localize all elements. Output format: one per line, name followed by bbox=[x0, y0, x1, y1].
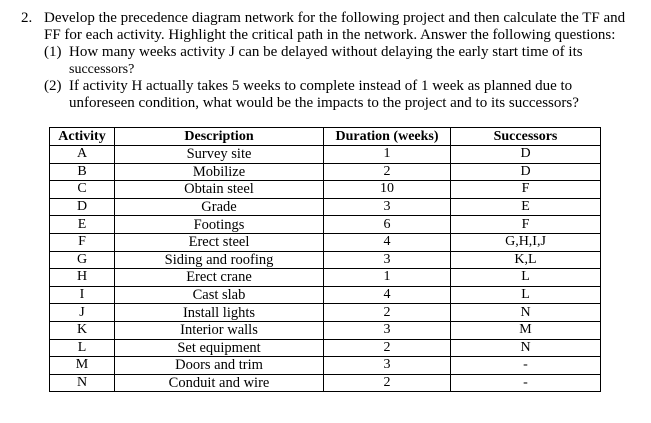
cell-activity: K bbox=[50, 321, 115, 339]
cell-activity: G bbox=[50, 251, 115, 269]
cell-duration: 3 bbox=[324, 198, 451, 216]
table-row bbox=[50, 216, 601, 234]
cell-activity: F bbox=[50, 233, 115, 251]
table-row bbox=[50, 321, 601, 339]
subquestion-1-label: (1) bbox=[44, 44, 62, 60]
cell-description: Siding and roofing bbox=[115, 251, 324, 269]
table-row bbox=[50, 146, 601, 164]
table-row bbox=[50, 163, 601, 181]
cell-description: Footings bbox=[115, 216, 324, 234]
cell-activity: L bbox=[50, 339, 115, 357]
cell-duration: 10 bbox=[324, 181, 451, 199]
cell-duration: 4 bbox=[324, 286, 451, 304]
table-row bbox=[50, 374, 601, 392]
header-description: Description bbox=[115, 128, 324, 146]
cell-description: Erect steel bbox=[115, 233, 324, 251]
header-successors: Successors bbox=[451, 128, 601, 146]
cell-description: Set equipment bbox=[115, 339, 324, 357]
cell-successors: F bbox=[451, 216, 601, 234]
cell-duration: 6 bbox=[324, 216, 451, 234]
cell-successors: - bbox=[451, 374, 601, 392]
subquestion-2-line-2: unforeseen condition, what would be the impacts to the project and to its successors? bbox=[69, 95, 579, 111]
table-row bbox=[50, 233, 601, 251]
header-duration: Duration (weeks) bbox=[324, 128, 451, 146]
subquestion-1-line-1: How many weeks activity J can be delayed without delaying the early start time of its bbox=[69, 44, 583, 60]
header-activity: Activity bbox=[50, 128, 115, 146]
table-row bbox=[50, 286, 601, 304]
cell-duration: 4 bbox=[324, 233, 451, 251]
cell-duration: 1 bbox=[324, 269, 451, 287]
cell-duration: 3 bbox=[324, 321, 451, 339]
cell-activity: N bbox=[50, 374, 115, 392]
cell-description: Doors and trim bbox=[115, 357, 324, 375]
cell-successors: G,H,I,J bbox=[451, 233, 601, 251]
cell-activity: H bbox=[50, 269, 115, 287]
cell-activity: C bbox=[50, 181, 115, 199]
cell-successors: K,L bbox=[451, 251, 601, 269]
table-row bbox=[50, 339, 601, 357]
cell-successors: N bbox=[451, 304, 601, 322]
cell-duration: 2 bbox=[324, 374, 451, 392]
table-row bbox=[50, 251, 601, 269]
table-header-row bbox=[50, 128, 601, 146]
cell-activity: J bbox=[50, 304, 115, 322]
cell-successors: M bbox=[451, 321, 601, 339]
cell-activity: A bbox=[50, 146, 115, 164]
cell-activity: D bbox=[50, 198, 115, 216]
table-row bbox=[50, 181, 601, 199]
subquestion-2-label: (2) bbox=[44, 78, 62, 94]
cell-activity: M bbox=[50, 357, 115, 375]
cell-successors: D bbox=[451, 163, 601, 181]
table-row bbox=[50, 269, 601, 287]
cell-activity: I bbox=[50, 286, 115, 304]
cell-duration: 3 bbox=[324, 357, 451, 375]
cell-duration: 2 bbox=[324, 304, 451, 322]
cell-duration: 3 bbox=[324, 251, 451, 269]
cell-description: Mobilize bbox=[115, 163, 324, 181]
cell-description: Interior walls bbox=[115, 321, 324, 339]
cell-description: Conduit and wire bbox=[115, 374, 324, 392]
cell-successors: L bbox=[451, 269, 601, 287]
table-row bbox=[50, 357, 601, 375]
question-number: 2. bbox=[21, 10, 33, 26]
table-row bbox=[50, 304, 601, 322]
cell-successors: D bbox=[451, 146, 601, 164]
cell-successors: L bbox=[451, 286, 601, 304]
cell-description: Cast slab bbox=[115, 286, 324, 304]
table-row bbox=[50, 198, 601, 216]
cell-description: Survey site bbox=[115, 146, 324, 164]
cell-description: Install lights bbox=[115, 304, 324, 322]
cell-duration: 2 bbox=[324, 163, 451, 181]
question-line-2: FF for each activity. Highlight the critical path in the network. Answer the following questions: bbox=[44, 27, 616, 43]
cell-description: Erect crane bbox=[115, 269, 324, 287]
cell-activity: B bbox=[50, 163, 115, 181]
subquestion-2-line-1: If activity H actually takes 5 weeks to complete instead of 1 week as planned due to bbox=[69, 78, 573, 94]
cell-successors: - bbox=[451, 357, 601, 375]
cell-successors: N bbox=[451, 339, 601, 357]
cell-description: Obtain steel bbox=[115, 181, 324, 199]
cell-successors: E bbox=[451, 198, 601, 216]
cell-successors: F bbox=[451, 181, 601, 199]
question-line-1: Develop the precedence diagram network for the following project and then calculate the TF and bbox=[44, 10, 626, 26]
cell-description: Grade bbox=[115, 198, 324, 216]
activity-table bbox=[49, 127, 601, 392]
cell-activity: E bbox=[50, 216, 115, 234]
cell-duration: 1 bbox=[324, 146, 451, 164]
subquestion-1-line-2: successors? bbox=[69, 62, 135, 77]
cell-duration: 2 bbox=[324, 339, 451, 357]
